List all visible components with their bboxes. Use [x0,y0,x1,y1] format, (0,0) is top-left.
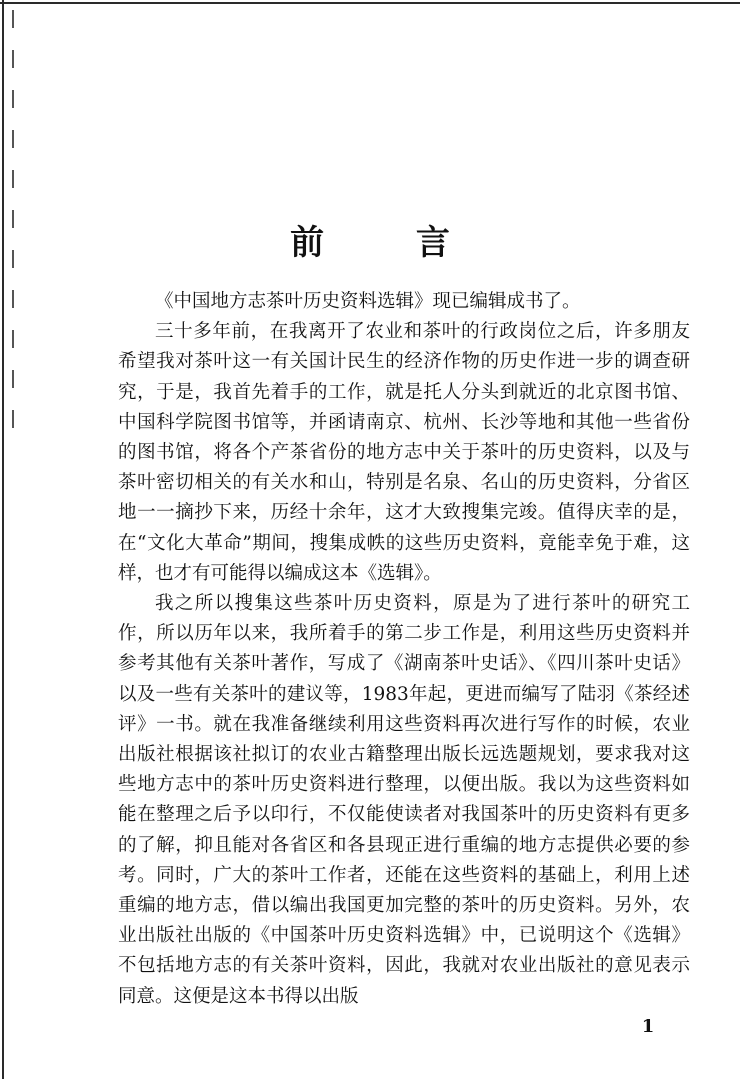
paragraph: 我之所以搜集这些茶叶历史资料，原是为了进行茶叶的研究工作，所以历年以来，我所着手的第二步工作是，利用这些历史资料并参考其他有关茶叶著作，写成了《湖南茶叶史话》、《四川茶叶史话》以及一些有关茶叶的建议等，1983年起，更进而编写了陆羽《茶经述评》一书。就在我准备继续利用这些资料再次进行写作的时候，农业出版社根据该社拟订的农业古籍整理出版长远选题规划，要求我对这些地方志中的茶叶历史资料进行整理，以便出版。我以为这些资料如能在整理之后予以印行，不仅能使读者对我国茶叶的历史资料有更多的了解，抑且能对各省区和各县现正进行重编的地方志提供必要的参考。同时，广大的茶叶工作者，还能在这些资料的基础上，利用上述重编的地方志，借以编出我国更加完整的茶叶的历史资料。另外，农业出版社出版的《中国茶叶历史资料选辑》中，已说明这个《选辑》不包括地方志的有关茶叶资料，因此，我就对农业出版社的意见表示同意。这便是这本书得以出版 [118,593,690,1007]
paragraph: 三十多年前，在我离开了农业和茶叶的行政岗位之后，许多朋友希望我对茶叶这一有关国计民生的经济作物的历史作进一步的调查研究，于是，我首先着手的工作，就是托人分头到就近的北京图书馆、中国科学院图书馆等，并函请南京、杭州、长沙等地和其他一些省份的图书馆，将各个产茶省份的地方志中关于茶叶的历史资料，以及与茶叶密切相关的有关水和山，特别是名泉、名山的历史资料，分省区地一一摘抄下来，历经十余年，这才大致搜集完竣。值得庆幸的是，在“文化大革命”期间，搜集成帙的这些历史资料，竟能幸免于难，这样，也才有可能得以编成这本《选辑》。 [118,321,690,584]
page-edge-left [2,0,4,1079]
page-title: 前 言 [290,223,490,263]
paragraph: 《中国地方志茶叶历史资料选辑》现已编辑成书了。 [155,291,581,312]
body-text [118,287,690,1012]
page-edge-top [0,2,740,4]
page-number: 1 [641,1016,655,1037]
